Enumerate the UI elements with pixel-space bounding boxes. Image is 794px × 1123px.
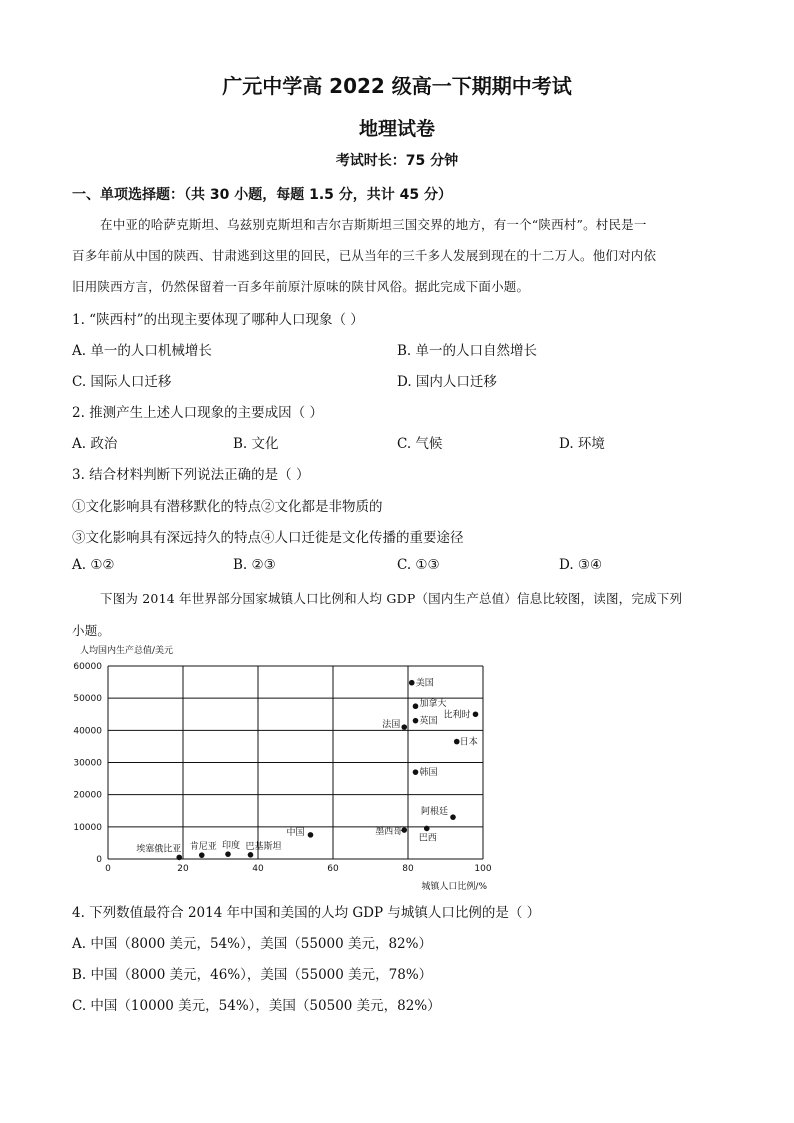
data-point bbox=[473, 711, 479, 717]
passage-line: 百多年前从中国的陕西、甘肃逃到这里的回民，已从当年的三千多人发展到现在的十二万人。他们对内依 bbox=[72, 248, 657, 263]
x-tick-label: 100 bbox=[474, 864, 492, 874]
y-axis-label: 人均国内生产总值/美元 bbox=[80, 646, 174, 656]
q3-option-c[interactable]: C. ①③ bbox=[397, 557, 440, 573]
scatter-chart bbox=[60, 640, 500, 890]
q2-option-d[interactable]: D. 环境 bbox=[559, 436, 605, 452]
x-tick-label: 80 bbox=[402, 864, 414, 874]
data-point bbox=[401, 827, 407, 833]
data-point bbox=[413, 718, 419, 724]
q1-option-b[interactable]: B. 单一的人口自然增长 bbox=[397, 343, 538, 359]
q1-option-a[interactable]: A. 单一的人口机械增长 bbox=[72, 343, 212, 359]
q1-option-d[interactable]: D. 国内人口迁移 bbox=[397, 374, 497, 390]
y-tick-label: 30000 bbox=[73, 758, 102, 769]
y-tick-label: 10000 bbox=[73, 822, 102, 833]
passage2-line: 小题。 bbox=[72, 623, 111, 638]
q2-option-a[interactable]: A. 政治 bbox=[72, 436, 118, 452]
q2-option-b[interactable]: B. 文化 bbox=[233, 436, 279, 452]
x-tick-label: 40 bbox=[252, 864, 264, 874]
y-tick-label: 0 bbox=[96, 855, 102, 865]
point-label: 英国 bbox=[419, 716, 438, 727]
y-tick-label: 20000 bbox=[73, 790, 102, 801]
y-tick-label: 40000 bbox=[73, 726, 102, 737]
point-label: 加拿大 bbox=[419, 699, 447, 710]
question-4-stem: 4. 下列数值最符合 2014 年中国和美国的人均 GDP 与城镇人口比例的是（ ） bbox=[72, 905, 541, 921]
data-point bbox=[225, 851, 231, 857]
point-label: 巴基斯坦 bbox=[245, 841, 282, 852]
x-axis-label: 城镇人口比例/% bbox=[421, 882, 487, 890]
q3-statement: ①文化影响具有潜移默化的特点②文化都是非物质的 bbox=[72, 499, 383, 515]
passage-line: 在中亚的哈萨克斯坦、乌兹别克斯坦和吉尔吉斯斯坦三国交界的地方，有一个“陕西村”。村民是一 bbox=[100, 217, 647, 232]
x-tick-label: 20 bbox=[177, 864, 189, 874]
q4-option-c[interactable]: C. 中国（10000 美元，54%），美国（50500 美元，82%） bbox=[72, 998, 441, 1014]
data-point bbox=[176, 855, 182, 861]
y-tick-label: 60000 bbox=[73, 662, 102, 672]
point-label: 肯尼亚 bbox=[189, 842, 217, 853]
section-heading: 一、单项选择题：（共 30 小题，每题 1.5 分，共计 45 分） bbox=[72, 187, 453, 203]
q3-option-d[interactable]: D. ③④ bbox=[559, 557, 603, 573]
x-tick-label: 0 bbox=[105, 864, 111, 874]
question-3-stem: 3. 结合材料判断下列说法正确的是（ ） bbox=[72, 467, 310, 483]
point-label: 阿根廷 bbox=[420, 807, 448, 818]
point-label: 韩国 bbox=[419, 768, 438, 779]
data-point bbox=[401, 724, 407, 730]
question-2-stem: 2. 推测产生上述人口现象的主要成因（ ） bbox=[72, 405, 323, 421]
data-point bbox=[454, 739, 460, 745]
q2-option-c[interactable]: C. 气候 bbox=[397, 436, 443, 452]
data-point bbox=[413, 769, 419, 775]
point-label: 美国 bbox=[415, 678, 434, 689]
point-label: 埃塞俄比亚 bbox=[136, 844, 182, 855]
q4-option-a[interactable]: A. 中国（8000 美元，54%），美国（55000 美元，82%） bbox=[72, 936, 432, 952]
point-label: 中国 bbox=[286, 827, 305, 838]
point-label: 墨西哥 bbox=[375, 827, 403, 838]
data-point bbox=[424, 826, 430, 832]
q3-option-a[interactable]: A. ①② bbox=[72, 557, 115, 573]
y-tick-label: 50000 bbox=[73, 694, 102, 705]
data-point bbox=[308, 832, 314, 838]
q1-option-c[interactable]: C. 国际人口迁移 bbox=[72, 374, 172, 390]
q4-option-b[interactable]: B. 中国（8000 美元，46%），美国（55000 美元，78%） bbox=[72, 967, 433, 983]
point-label: 比利时 bbox=[443, 710, 471, 721]
q3-statement: ③文化影响具有深远持久的特点④人口迁徙是文化传播的重要途径 bbox=[72, 530, 464, 546]
data-point bbox=[199, 852, 205, 858]
exam-duration: 考试时长：75 分钟 bbox=[335, 153, 459, 169]
point-label: 印度 bbox=[222, 841, 241, 852]
exam-title: 广元中学高 2022 级高一下期期中考试 bbox=[222, 74, 572, 98]
point-label: 日本 bbox=[459, 737, 478, 748]
x-tick-label: 60 bbox=[327, 864, 339, 874]
data-point bbox=[409, 680, 415, 686]
q3-option-b[interactable]: B. ②③ bbox=[233, 557, 276, 573]
point-label: 法国 bbox=[382, 720, 401, 731]
exam-subtitle: 地理试卷 bbox=[358, 118, 435, 140]
question-1-stem: 1. “陕西村”的出现主要体现了哪种人口现象（ ） bbox=[72, 312, 364, 328]
passage-line: 旧用陕西方言，仍然保留着一百多年前原汁原味的陕甘风俗。据此完成下面小题。 bbox=[72, 279, 530, 294]
data-point bbox=[450, 814, 456, 820]
passage2-line: 下图为 2014 年世界部分国家城镇人口比例和人均 GDP（国内生产总值）信息比较图，读图，完成下列 bbox=[100, 591, 683, 606]
point-label: 巴西 bbox=[418, 833, 437, 844]
data-point bbox=[248, 852, 254, 858]
data-point bbox=[413, 703, 419, 709]
